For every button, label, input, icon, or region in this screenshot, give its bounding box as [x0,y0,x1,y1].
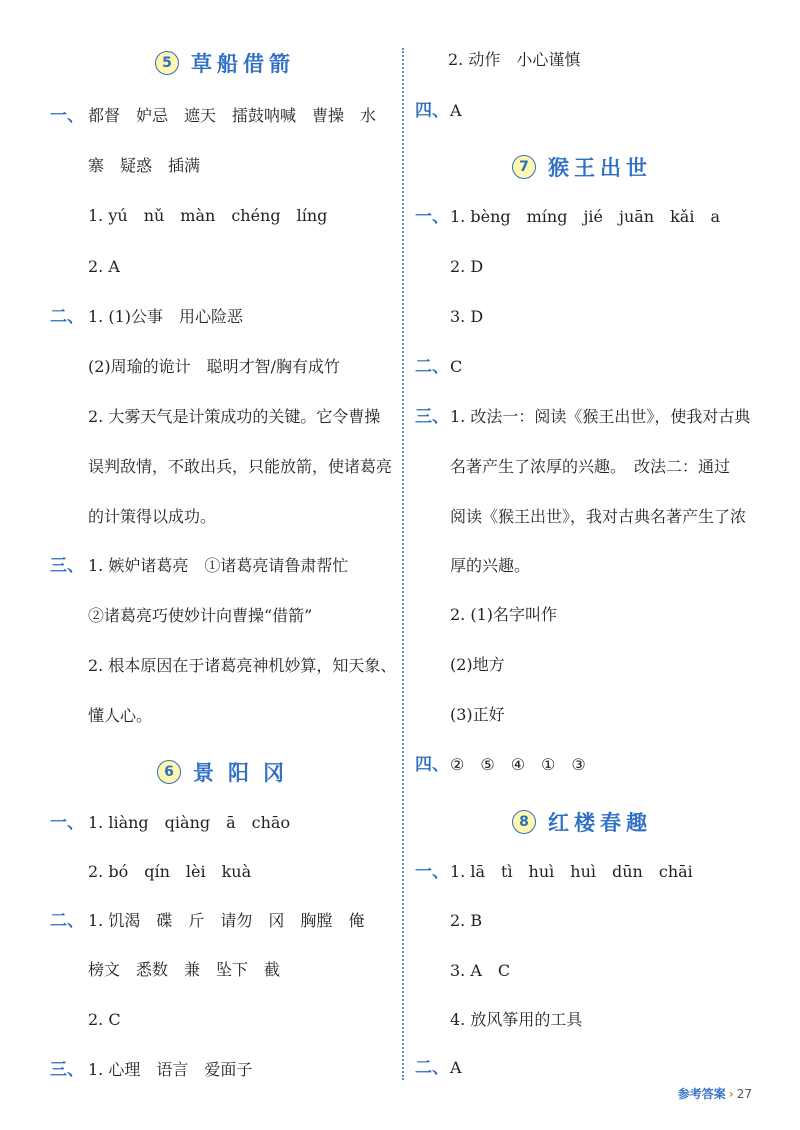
answer-line: (3)正好 [450,705,505,724]
answer-line: 1. 改法一：阅读《猴王出世》，使我对古典 [450,407,751,426]
section-title: 红楼春趣 [548,811,652,835]
answer-line: ②诸葛亮巧使妙计向曹操“借箭” [88,606,313,625]
answer-line: 2. B [450,911,483,930]
question-marker: 三、 [50,556,84,576]
answer-line: 2. 大雾天气是计策成功的关键。它令曹操 [88,407,381,426]
page-number: 27 [736,1087,752,1101]
answer-line: A [450,101,462,120]
answer-line: A [450,1058,462,1077]
question-marker: 一、 [415,207,449,227]
column-divider [402,48,404,1080]
section-number-badge: 6 [157,760,181,784]
answer-line: 1. (1)公事 用心险恶 [88,307,244,326]
answer-line: 4. 放风筝用的工具 [450,1010,583,1029]
answer-line: 2. D [450,257,484,276]
answer-line: 榜文 悉数 兼 坠下 截 [88,960,281,979]
section-number-badge: 5 [155,51,179,75]
answer-line: 1. lā tì huì huì dūn chāi [450,862,693,881]
answer-line: 1. liàng qiàng ā chāo [88,813,291,832]
question-marker: 一、 [50,106,84,126]
section-title: 草船借箭 [191,52,295,76]
section-heading-8 [512,807,652,837]
section-title: 猴王出世 [548,156,652,180]
answer-line: (2)周瑜的诡计 聪明才智/胸有成竹 [88,357,341,376]
answer-line: 3. A C [450,961,511,980]
answer-line: 1. 心理 语言 爱面子 [88,1060,253,1079]
answer-line: 厚的兴趣。 [450,556,531,575]
footer-label: 参考答案 [677,1087,726,1101]
answer-line: 1. yú nǔ màn chéng líng [88,206,328,225]
answer-line: 2. A [88,257,120,276]
answer-line: 1. 嫉妒诸葛亮 ①诸葛亮请鲁肃帮忙 [88,556,349,575]
answer-line: 2. (1)名字叫作 [450,605,558,624]
question-marker: 一、 [50,813,84,833]
answer-line: 2. 根本原因在于诸葛亮神机妙算，知天象、 [88,656,397,675]
answer-line: 2. C [88,1010,121,1029]
answer-line: 2. bó qín lèi kuà [88,862,252,881]
answer-line: 2. 动作 小心谨慎 [448,50,581,69]
answer-line: 误判敌情，不敢出兵，只能放箭，使诸葛亮 [88,457,393,476]
question-marker: 二、 [50,911,84,931]
answer-line: 寨 疑惑 插满 [88,156,201,175]
answer-line: 阅读《猴王出世》，我对古典名著产生了浓 [450,507,747,526]
question-marker: 四、 [415,101,449,121]
question-marker: 二、 [50,307,84,327]
question-marker: 三、 [415,407,449,427]
question-marker: 三、 [50,1060,84,1080]
section-heading-7 [512,152,652,182]
section-number-badge: 8 [512,810,536,834]
answer-line: 1. bèng míng jié juān kǎi a [450,207,720,226]
answer-line: 1. 饥渴 碟 斤 请勿 冈 胸膛 俺 [88,911,365,930]
question-marker: 二、 [415,357,449,377]
answer-line: ② ⑤ ④ ① ③ [450,755,586,774]
section-heading-6 [157,757,298,787]
answer-line: 懂人心。 [88,706,153,725]
page-footer [678,1085,752,1102]
answer-line: C [450,357,463,376]
section-number-badge: 7 [512,155,536,179]
answer-line: 3. D [450,307,484,326]
answer-line: (2)地方 [450,655,505,674]
chevron-right-icon: › [728,1087,734,1101]
section-title: 景阳冈 [193,761,298,785]
question-marker: 一、 [415,862,449,882]
question-marker: 二、 [415,1058,449,1078]
section-heading-5 [155,48,295,78]
answer-line: 的计策得以成功。 [88,507,217,526]
answer-line: 名著产生了浓厚的兴趣。 改法二：通过 [450,457,731,476]
answer-line: 都督 妒忌 遮天 擂鼓呐喊 曹操 水 [88,106,377,125]
question-marker: 四、 [415,755,449,775]
